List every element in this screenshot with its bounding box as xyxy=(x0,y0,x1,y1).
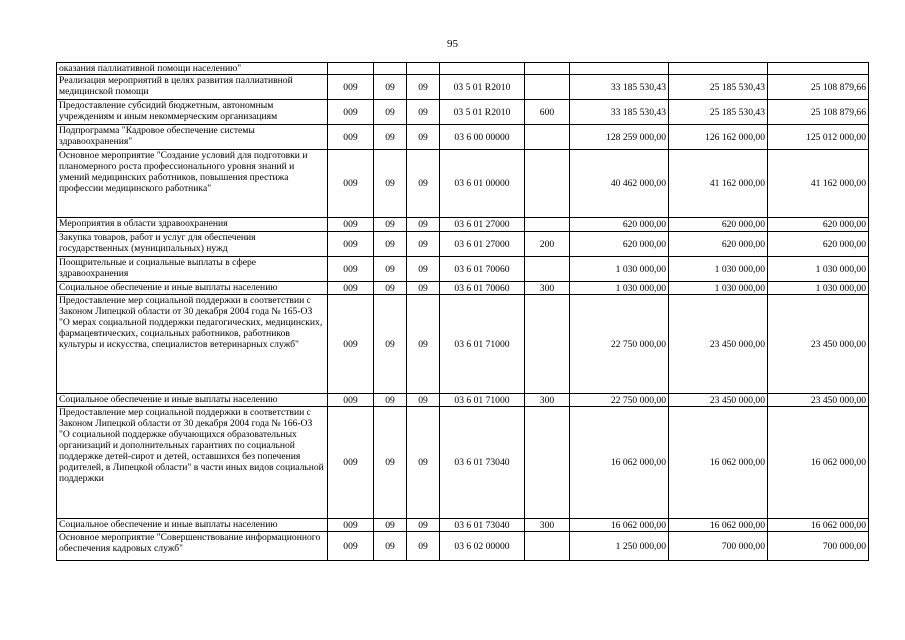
row-pr: 09 xyxy=(407,282,440,295)
row-ved: 009 xyxy=(328,394,374,407)
row-amount-year3: 23 450 000,00 xyxy=(768,394,869,407)
row-vr xyxy=(525,150,570,218)
row-pr: 09 xyxy=(407,257,440,282)
row-pr: 09 xyxy=(407,218,440,232)
row-amount-year1: 16 062 000,00 xyxy=(570,407,669,519)
row-amount-year3: 25 108 879,66 xyxy=(768,75,869,100)
row-ved: 009 xyxy=(328,100,374,125)
row-pr: 09 xyxy=(407,150,440,218)
row-name: Предоставление мер социальной поддержки в соответствии с Законом Липецкой области от 30 декабря 2004 года № 166-ОЗ "О социальной поддержке обучающихся образовательных организаций и дополнительных гарантиях по социальной поддержке детей-сирот и детей, оставшихся без попечения родителей, в Липецкой области" в части иных видов социальной поддержки xyxy=(57,407,328,519)
row-amount-year2: 23 450 000,00 xyxy=(669,394,768,407)
row-amount-year2: 23 450 000,00 xyxy=(669,295,768,394)
row-amount-year2: 25 185 530,43 xyxy=(669,75,768,100)
row-csr: 03 6 01 73040 xyxy=(440,519,525,532)
row-ved: 009 xyxy=(328,150,374,218)
row-amount-year1: 1 250 000,00 xyxy=(570,532,669,561)
row-amount-year3: 1 030 000,00 xyxy=(768,282,869,295)
row-amount-year2 xyxy=(669,63,768,75)
budget-table xyxy=(56,62,869,561)
row-name: оказания паллиативной помощи населению" xyxy=(57,63,328,75)
row-name: Поощрительные и социальные выплаты в сфере здравоохранения xyxy=(57,257,328,282)
row-vr xyxy=(525,125,570,150)
row-amount-year3: 620 000,00 xyxy=(768,232,869,257)
row-name: Социальное обеспечение и иные выплаты населению xyxy=(57,394,328,407)
row-name: Социальное обеспечение и иные выплаты населению xyxy=(57,282,328,295)
row-name: Реализация мероприятий в целях развития паллиативной медицинской помощи xyxy=(57,75,328,100)
row-amount-year1: 16 062 000,00 xyxy=(570,519,669,532)
row-name: Социальное обеспечение и иные выплаты населению xyxy=(57,519,328,532)
table-row xyxy=(57,394,869,407)
row-vr: 600 xyxy=(525,100,570,125)
row-vr xyxy=(525,407,570,519)
row-amount-year3: 41 162 000,00 xyxy=(768,150,869,218)
row-amount-year2: 1 030 000,00 xyxy=(669,257,768,282)
row-amount-year1: 128 259 000,00 xyxy=(570,125,669,150)
row-name: Закупка товаров, работ и услуг для обеспечения государственных (муниципальных) нужд xyxy=(57,232,328,257)
row-amount-year1: 1 030 000,00 xyxy=(570,257,669,282)
row-name: Предоставление мер социальной поддержки в соответствии с Законом Липецкой области от 30 декабря 2004 года № 165-ОЗ "О мерах социальной поддержки педагогических, медицинских, фармацевтических, социальных работников, работников культуры и искусства, специалистов ветеринарных служб" xyxy=(57,295,328,394)
row-vr xyxy=(525,532,570,561)
table-row xyxy=(57,150,869,218)
row-csr: 03 5 01 R2010 xyxy=(440,75,525,100)
row-amount-year2: 620 000,00 xyxy=(669,232,768,257)
row-vr xyxy=(525,257,570,282)
table-row xyxy=(57,63,869,75)
row-amount-year1: 22 750 000,00 xyxy=(570,295,669,394)
table-row xyxy=(57,218,869,232)
row-rz: 09 xyxy=(374,407,407,519)
row-rz: 09 xyxy=(374,394,407,407)
row-amount-year2: 41 162 000,00 xyxy=(669,150,768,218)
row-amount-year2: 16 062 000,00 xyxy=(669,407,768,519)
row-ved: 009 xyxy=(328,257,374,282)
row-rz: 09 xyxy=(374,282,407,295)
row-ved: 009 xyxy=(328,532,374,561)
row-amount-year1: 620 000,00 xyxy=(570,218,669,232)
row-amount-year3 xyxy=(768,63,869,75)
row-csr: 03 6 01 00000 xyxy=(440,150,525,218)
row-amount-year2: 1 030 000,00 xyxy=(669,282,768,295)
row-amount-year2: 25 185 530,43 xyxy=(669,100,768,125)
row-amount-year1: 22 750 000,00 xyxy=(570,394,669,407)
row-name: Мероприятия в области здравоохранения xyxy=(57,218,328,232)
row-name: Основное мероприятие "Создание условий для подготовки и планомерного роста профессионального уровня знаний и умений медицинских работников, повышения престижа профессии медицинского работника" xyxy=(57,150,328,218)
row-csr xyxy=(440,63,525,75)
row-csr: 03 6 01 71000 xyxy=(440,394,525,407)
row-name: Подпрограмма "Кадровое обеспечение системы здравоохранения" xyxy=(57,125,328,150)
row-amount-year2: 126 162 000,00 xyxy=(669,125,768,150)
row-csr: 03 6 01 73040 xyxy=(440,407,525,519)
table-body xyxy=(57,63,869,561)
row-rz xyxy=(374,63,407,75)
row-amount-year2: 700 000,00 xyxy=(669,532,768,561)
table-row xyxy=(57,295,869,394)
row-amount-year3: 25 108 879,66 xyxy=(768,100,869,125)
row-ved: 009 xyxy=(328,232,374,257)
row-rz: 09 xyxy=(374,150,407,218)
table-row xyxy=(57,407,869,519)
row-name: Предоставление субсидий бюджетным, автономным учреждениям и иным некоммерческим организациям xyxy=(57,100,328,125)
row-ved xyxy=(328,63,374,75)
row-vr: 300 xyxy=(525,519,570,532)
row-vr: 300 xyxy=(525,282,570,295)
row-ved: 009 xyxy=(328,519,374,532)
row-rz: 09 xyxy=(374,100,407,125)
row-csr: 03 6 01 70060 xyxy=(440,282,525,295)
row-pr: 09 xyxy=(407,100,440,125)
row-amount-year3: 1 030 000,00 xyxy=(768,257,869,282)
table-row xyxy=(57,257,869,282)
row-pr xyxy=(407,63,440,75)
row-vr xyxy=(525,218,570,232)
row-vr xyxy=(525,75,570,100)
row-ved: 009 xyxy=(328,295,374,394)
row-vr: 200 xyxy=(525,232,570,257)
table-row xyxy=(57,532,869,561)
row-amount-year3: 620 000,00 xyxy=(768,218,869,232)
row-csr: 03 6 00 00000 xyxy=(440,125,525,150)
row-amount-year1: 620 000,00 xyxy=(570,232,669,257)
row-amount-year3: 23 450 000,00 xyxy=(768,295,869,394)
row-amount-year3: 16 062 000,00 xyxy=(768,519,869,532)
row-csr: 03 5 01 R2010 xyxy=(440,100,525,125)
row-csr: 03 6 01 71000 xyxy=(440,295,525,394)
row-rz: 09 xyxy=(374,75,407,100)
row-csr: 03 6 02 00000 xyxy=(440,532,525,561)
row-ved: 009 xyxy=(328,125,374,150)
row-amount-year3: 16 062 000,00 xyxy=(768,407,869,519)
row-amount-year1 xyxy=(570,63,669,75)
row-amount-year1: 1 030 000,00 xyxy=(570,282,669,295)
row-rz: 09 xyxy=(374,532,407,561)
row-rz: 09 xyxy=(374,125,407,150)
row-vr: 300 xyxy=(525,394,570,407)
row-rz: 09 xyxy=(374,257,407,282)
table-row xyxy=(57,100,869,125)
row-pr: 09 xyxy=(407,75,440,100)
row-csr: 03 6 01 70060 xyxy=(440,257,525,282)
row-ved: 009 xyxy=(328,407,374,519)
row-pr: 09 xyxy=(407,232,440,257)
row-rz: 09 xyxy=(374,295,407,394)
row-rz: 09 xyxy=(374,519,407,532)
row-amount-year1: 33 185 530,43 xyxy=(570,75,669,100)
row-vr xyxy=(525,63,570,75)
row-rz: 09 xyxy=(374,232,407,257)
row-amount-year1: 40 462 000,00 xyxy=(570,150,669,218)
row-pr: 09 xyxy=(407,519,440,532)
table-row xyxy=(57,75,869,100)
table-row xyxy=(57,232,869,257)
row-amount-year3: 125 012 000,00 xyxy=(768,125,869,150)
row-rz: 09 xyxy=(374,218,407,232)
row-amount-year1: 33 185 530,43 xyxy=(570,100,669,125)
row-amount-year3: 700 000,00 xyxy=(768,532,869,561)
row-ved: 009 xyxy=(328,282,374,295)
row-amount-year2: 620 000,00 xyxy=(669,218,768,232)
row-csr: 03 6 01 27000 xyxy=(440,218,525,232)
table-row xyxy=(57,282,869,295)
row-pr: 09 xyxy=(407,394,440,407)
row-csr: 03 6 01 27000 xyxy=(440,232,525,257)
table-row xyxy=(57,519,869,532)
row-name: Основное мероприятие "Совершенствование информационного обеспечения кадровых служб" xyxy=(57,532,328,561)
page-number: 95 xyxy=(447,38,458,50)
row-pr: 09 xyxy=(407,295,440,394)
row-pr: 09 xyxy=(407,532,440,561)
table-row xyxy=(57,125,869,150)
row-amount-year2: 16 062 000,00 xyxy=(669,519,768,532)
row-ved: 009 xyxy=(328,218,374,232)
row-pr: 09 xyxy=(407,125,440,150)
row-vr xyxy=(525,295,570,394)
row-pr: 09 xyxy=(407,407,440,519)
row-ved: 009 xyxy=(328,75,374,100)
